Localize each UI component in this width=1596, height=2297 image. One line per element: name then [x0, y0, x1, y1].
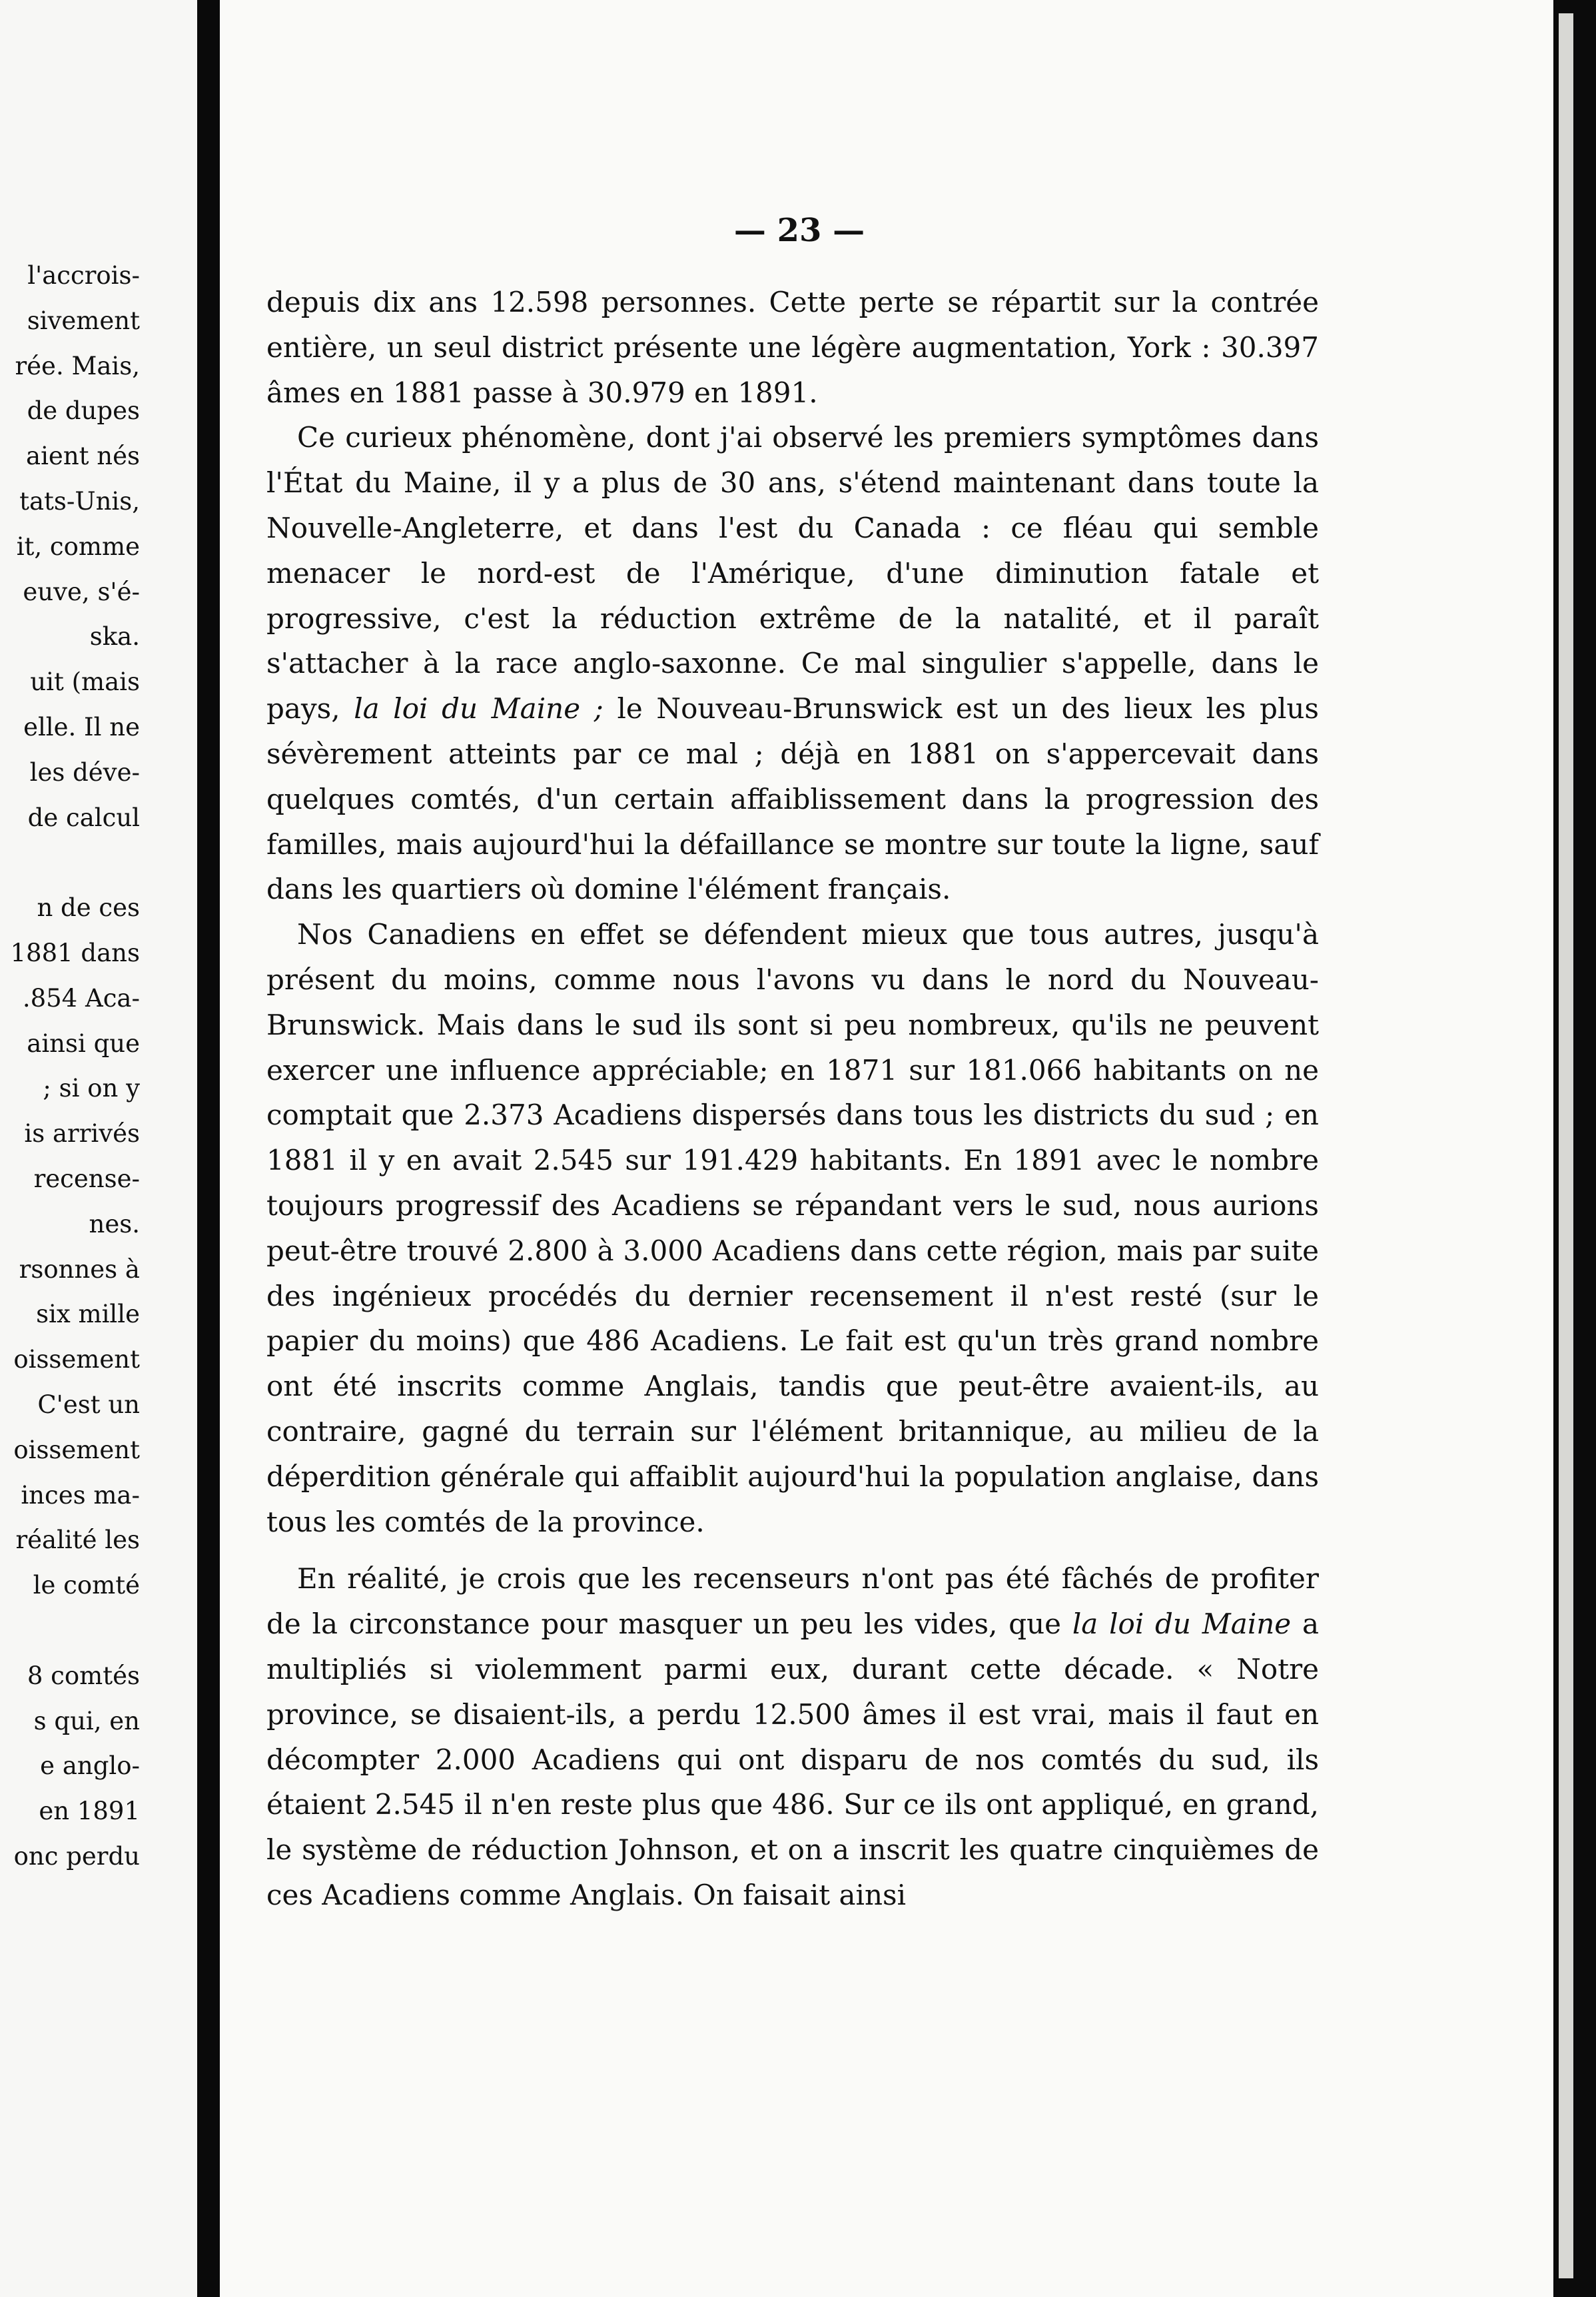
- left-line: six mille: [36, 1300, 140, 1329]
- left-line: euve, s'é-: [23, 577, 140, 606]
- left-line: ska.: [89, 622, 140, 652]
- paragraph-1: depuis dix ans 12.598 personnes. Cette perte se répartit sur la contrée entière, un seul district présente une légère augmentation, York : 30.397 âmes en 1881 passe à 30.979 en 1891.: [266, 286, 1319, 409]
- left-line: l'accrois-: [27, 261, 140, 290]
- page-edge-strip: [1559, 13, 1573, 2278]
- left-line: le comté: [33, 1571, 140, 1600]
- paragraph-4-part-b: a multipliés si violemment parmi eux, durant cette décade. « Notre province, se disaient-ils, a perdu 12.500 âmes il est vrai, mais il faut en décompter 2.000 Acadiens qui ont disparu de nos comtés du sud, ils étaient 2.545 il n'en reste plus que 486. Sur ce ils ont appliqué, en grand, le système de réduction Johnson, et on a inscrit les quatre cinquièmes de ces Acadiens comme Anglais. On faisait ainsi: [266, 1608, 1320, 1911]
- left-line: .854 Aca-: [22, 983, 140, 1013]
- paragraph-2-part-b: le Nouveau-Brunswick est un des lieux les plus sévèrement atteints par ce mal ; déjà en 1881 on s'appercevait dans quelques comtés, d'un certain affaiblissement dans la progression des familles, mais aujourd'hui la défaillance se montre sur toute la ligne, sauf dans les quartiers où domine l'élément français.: [266, 692, 1319, 906]
- left-line: nes.: [89, 1209, 140, 1238]
- left-line: it, comme: [16, 532, 140, 561]
- page-number: — 23 —: [733, 212, 865, 249]
- left-line: en 1891: [39, 1797, 140, 1826]
- left-line: n de ces: [37, 893, 140, 923]
- paragraph-2-part-a: Ce curieux phénomène, dont j'ai observé les premiers symptômes dans l'État du Maine, il y a plus de 30 ans, s'étend maintenant dans toute la Nouvelle-Angleterre, et dans l'est du Canada : ce fléau qui semble menacer le nord-est de l'Amérique, d'une diminution fatale et progressive, c'est la réduction extrême de la natalité, et il paraît s'attacher à la race anglo-saxonne. Ce mal singulier s'appelle, dans le pays,: [266, 421, 1319, 725]
- left-line: [0, 1608, 140, 1653]
- paragraph-4: [266, 1556, 1319, 1917]
- left-line: de calcul: [27, 803, 140, 832]
- book-gutter: [197, 0, 220, 2297]
- body-text: [266, 280, 1319, 1918]
- left-page: [0, 0, 197, 2297]
- left-page-text: [0, 253, 140, 1879]
- left-line: rée. Mais,: [15, 351, 140, 380]
- left-line: 1881 dans: [10, 938, 140, 967]
- left-line: tats-Unis,: [19, 486, 140, 516]
- left-line: oissement: [13, 1345, 140, 1374]
- paragraph-2: [266, 415, 1319, 912]
- left-line: C'est un: [37, 1390, 140, 1419]
- left-line: ; si on y: [43, 1074, 140, 1103]
- paragraph-3: Nos Canadiens en effet se défendent mieux que tous autres, jusqu'à présent du moins, comme nous l'avons vu dans le nord du Nouveau-Brunswick. Mais dans le sud ils sont si peu nombreux, qu'ils ne peuvent exercer une influence appréciable; en 1871 sur 181.066 habitants on ne comptait que 2.373 Acadiens dispersés dans tous les districts du sud ; en 1881 il y en avait 2.545 sur 191.429 habitants. En 1891 avec le nombre toujours progressif des Acadiens se répandant vers le sud, nous aurions peut-être trouvé 2.800 à 3.000 Acadiens dans cette région, mais par suite des ingénieux procédés du dernier recensement il n'est resté (sur le papier du moins) que 486 Acadiens. Le fait est qu'un très grand nombre ont été inscrits comme Anglais, tandis que peut-être avaient-ils, au contraire, gagné du terrain sur l'élément britannique, au milieu de la déperdition générale qui affaiblit aujourd'hui la population anglaise, dans tous les comtés de la province.: [266, 918, 1319, 1538]
- left-line: les déve-: [29, 757, 140, 787]
- paragraph-4-part-a: En réalité, je crois que les recenseurs n'ont pas été fâchés de profiter de la circonstance pour masquer un peu les vides, que: [266, 1562, 1319, 1641]
- left-line: e anglo-: [40, 1751, 140, 1781]
- left-line: elle. Il ne: [23, 712, 140, 741]
- left-line: recense-: [33, 1164, 140, 1193]
- left-line: inces ma-: [21, 1480, 140, 1510]
- left-line: uit (mais: [30, 668, 140, 697]
- left-line: de dupes: [27, 396, 140, 426]
- left-line: ainsi que: [27, 1029, 140, 1058]
- left-line: 8 comtés: [27, 1661, 140, 1690]
- left-line: s qui, en: [33, 1706, 140, 1735]
- left-line: rsonnes à: [19, 1254, 140, 1284]
- italic-loi-du-maine-2: la loi du Maine: [1072, 1608, 1292, 1641]
- left-line: sivement: [27, 306, 140, 335]
- left-line: oissement: [13, 1435, 140, 1464]
- left-line: onc perdu: [13, 1841, 140, 1871]
- left-line: réalité les: [15, 1526, 140, 1555]
- page-edge: [1553, 0, 1596, 2297]
- left-line: is arrivés: [24, 1119, 140, 1148]
- left-line: [0, 840, 140, 885]
- left-line: aient nés: [26, 442, 140, 471]
- italic-loi-du-maine: la loi du Maine ;: [354, 692, 603, 725]
